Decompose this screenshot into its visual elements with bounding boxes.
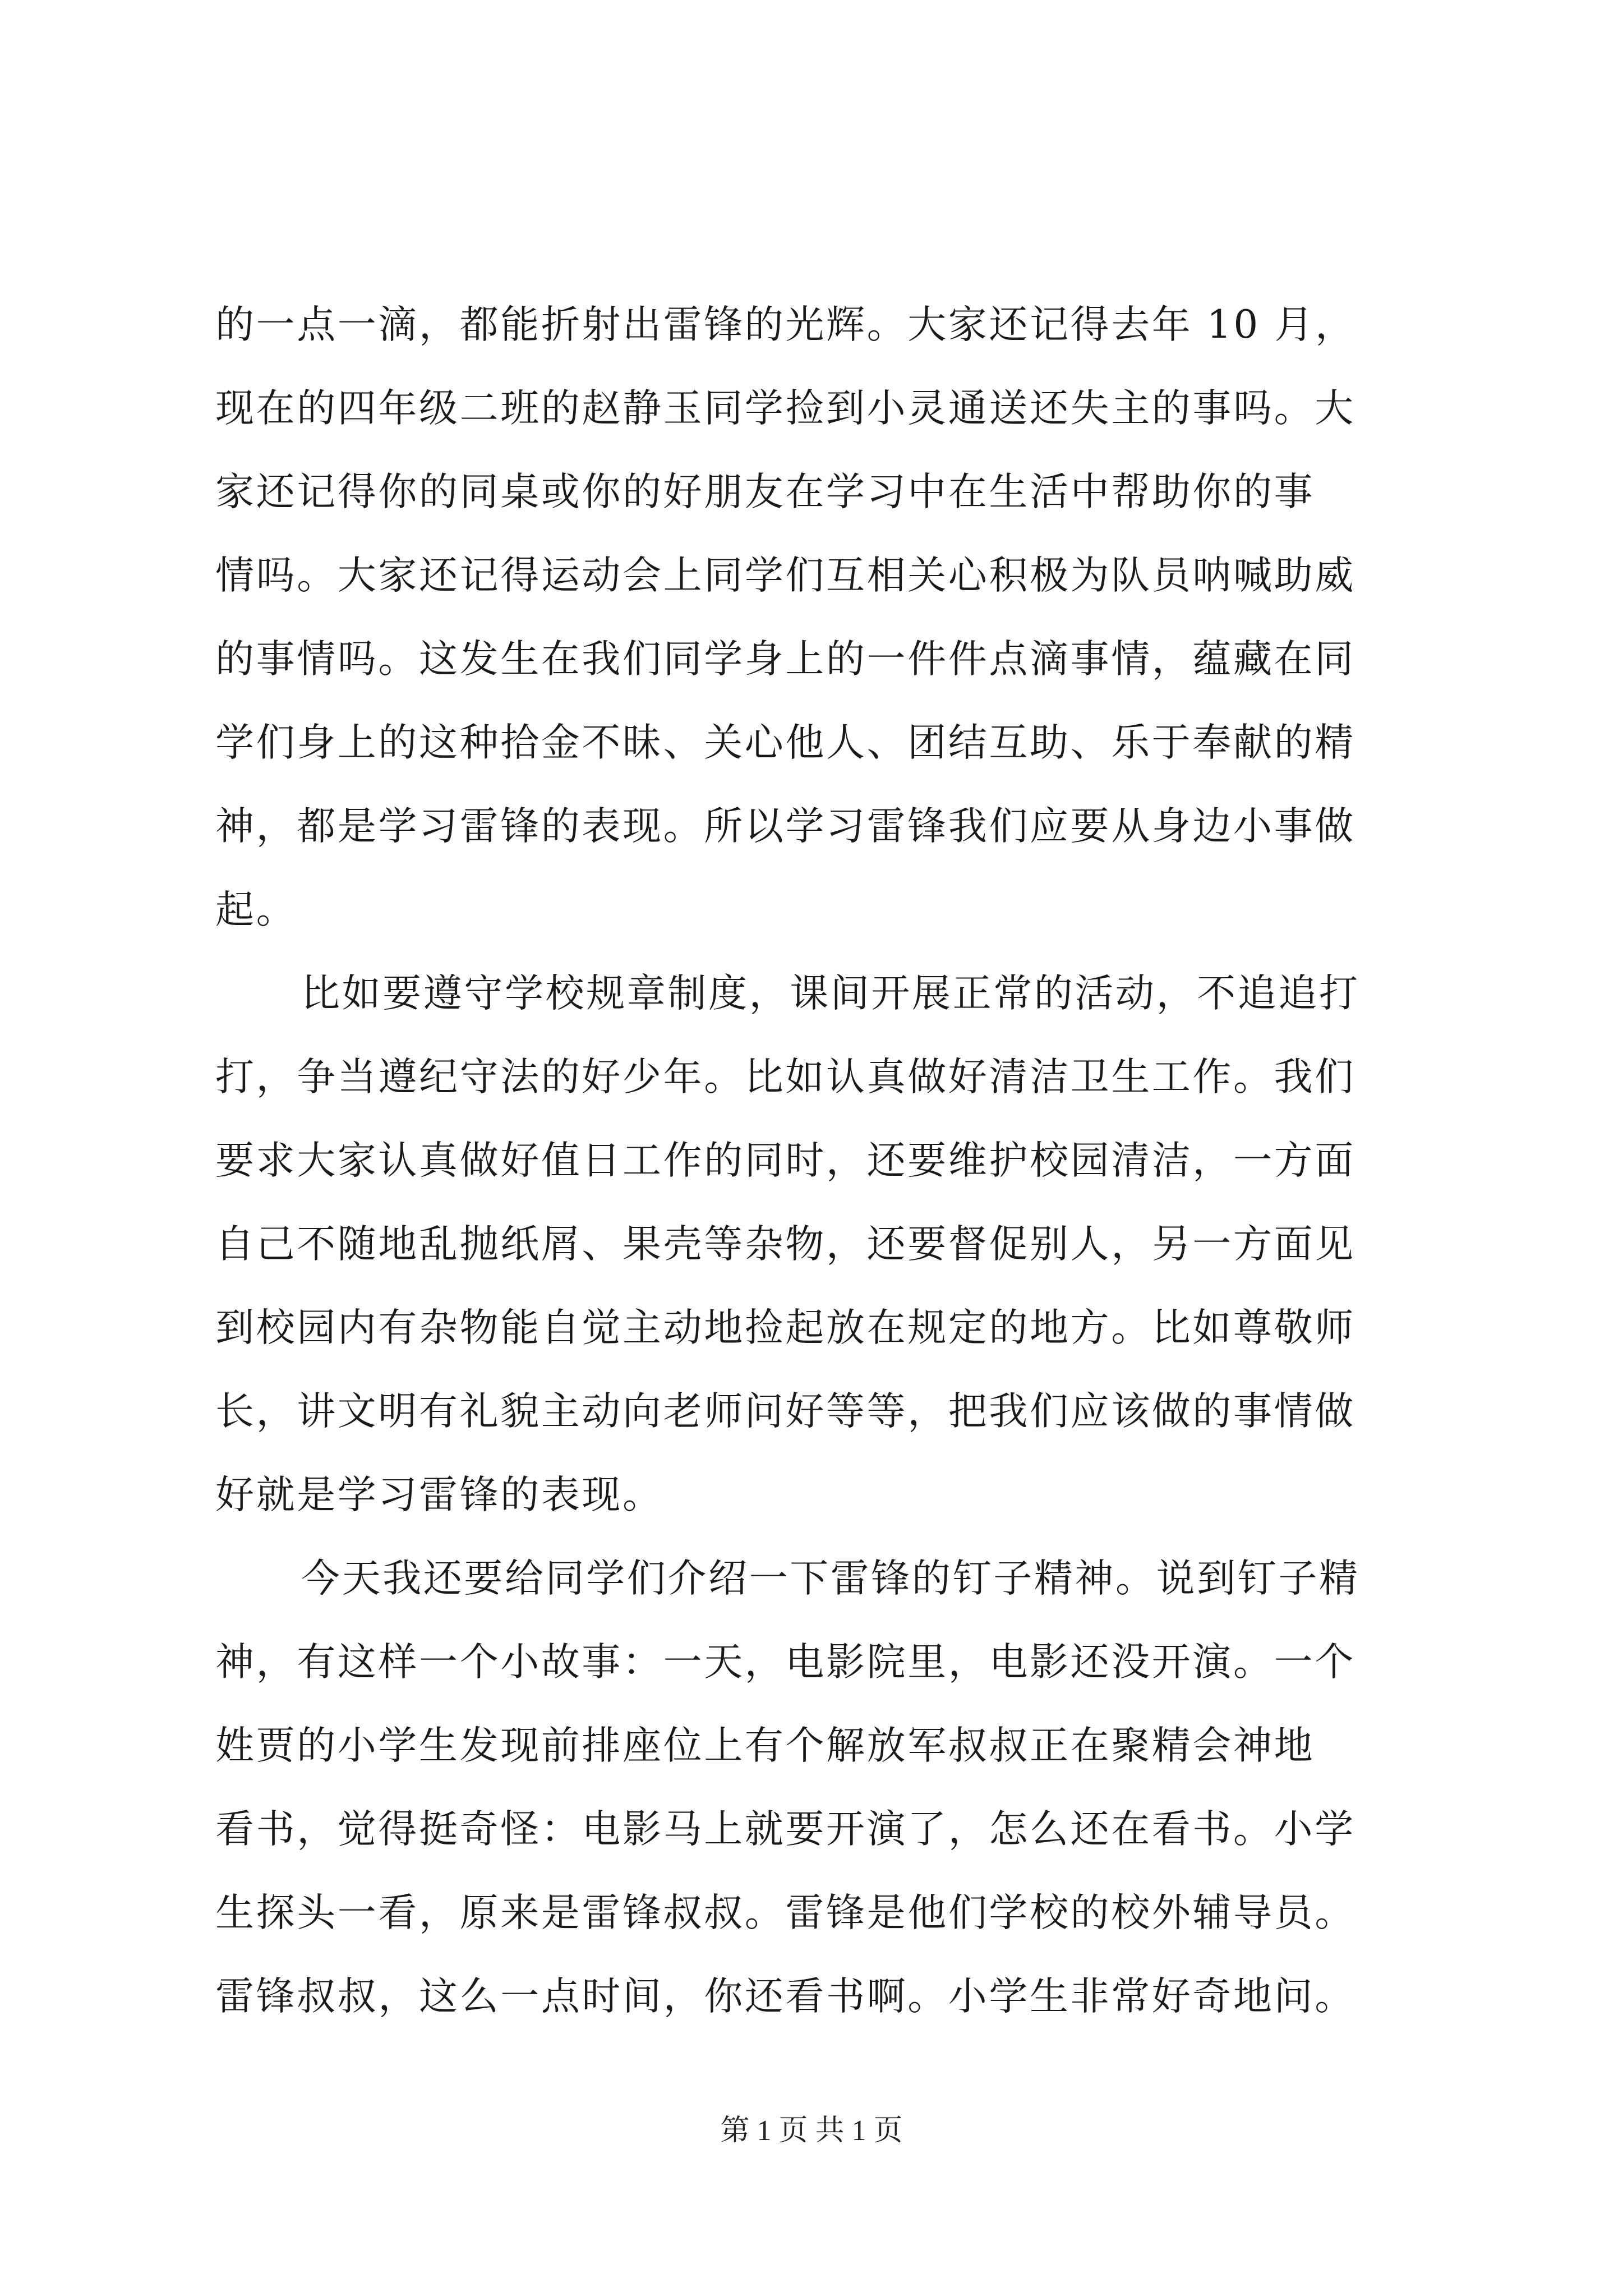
text-line: 打，争当遵纪守法的好少年。比如认真做好清洁卫生工作。我们 (215, 1055, 1355, 1099)
paragraph (215, 1537, 1410, 2039)
text-line: 现在的四年级二班的赵静玉同学捡到小灵通送还失主的事吗。大 (215, 386, 1355, 431)
paragraph (215, 283, 1410, 952)
text-line: 情吗。大家还记得运动会上同学们互相关心积极为队员呐喊助威 (215, 553, 1355, 598)
text-line: 自己不随地乱抛纸屑、果壳等杂物，还要督促别人，另一方面见 (215, 1222, 1355, 1267)
text-line: 的事情吗。这发生在我们同学身上的一件件点滴事情，蕴藏在同 (215, 637, 1355, 682)
text-line: 今天我还要给同学们介绍一下雷锋的钉子精神。说到钉子精 (301, 1556, 1360, 1601)
text-line: 长，讲文明有礼貌主动向老师问好等等，把我们应该做的事情做 (215, 1389, 1355, 1434)
text-line: 比如要遵守学校规章制度，课间开展正常的活动，不追追打 (301, 971, 1360, 1016)
document-body (215, 283, 1410, 2039)
text-line: 家还记得你的同桌或你的好朋友在学习中在生活中帮助你的事 (215, 470, 1315, 514)
text-line: 到校园内有杂物能自觉主动地捡起放在规定的地方。比如尊敬师 (215, 1305, 1355, 1350)
text-line: 的一点一滴，都能折射出雷锋的光辉。大家还记得去年 10 月， (215, 302, 1356, 347)
page-footer (0, 2106, 1623, 2148)
text-line: 雷锋叔叔，这么一点时间，你还看书啊。小学生非常好奇地问。 (215, 1974, 1355, 2019)
text-line: 学们身上的这种拾金不昧、关心他人、团结互助、乐于奉献的精 (215, 720, 1355, 765)
text-line: 姓贾的小学生发现前排座位上有个解放军叔叔正在聚精会神地 (215, 1723, 1315, 1768)
text-line: 看书，觉得挺奇怪：电影马上就要开演了，怎么还在看书。小学 (215, 1807, 1355, 1852)
text-line: 要求大家认真做好值日工作的同时，还要维护校园清洁，一方面 (215, 1138, 1355, 1183)
text-line: 好就是学习雷锋的表现。 (215, 1473, 663, 1517)
paragraph (215, 952, 1410, 1537)
text-line: 起。 (215, 887, 297, 932)
page-number-label: 第 1 页 共 1 页 (720, 2115, 903, 2147)
text-line: 神，有这样一个小故事：一天，电影院里，电影还没开演。一个 (215, 1640, 1355, 1685)
text-line: 神，都是学习雷锋的表现。所以学习雷锋我们应要从身边小事做 (215, 804, 1355, 849)
text-line: 生探头一看，原来是雷锋叔叔。雷锋是他们学校的校外辅导员。 (215, 1890, 1355, 1935)
